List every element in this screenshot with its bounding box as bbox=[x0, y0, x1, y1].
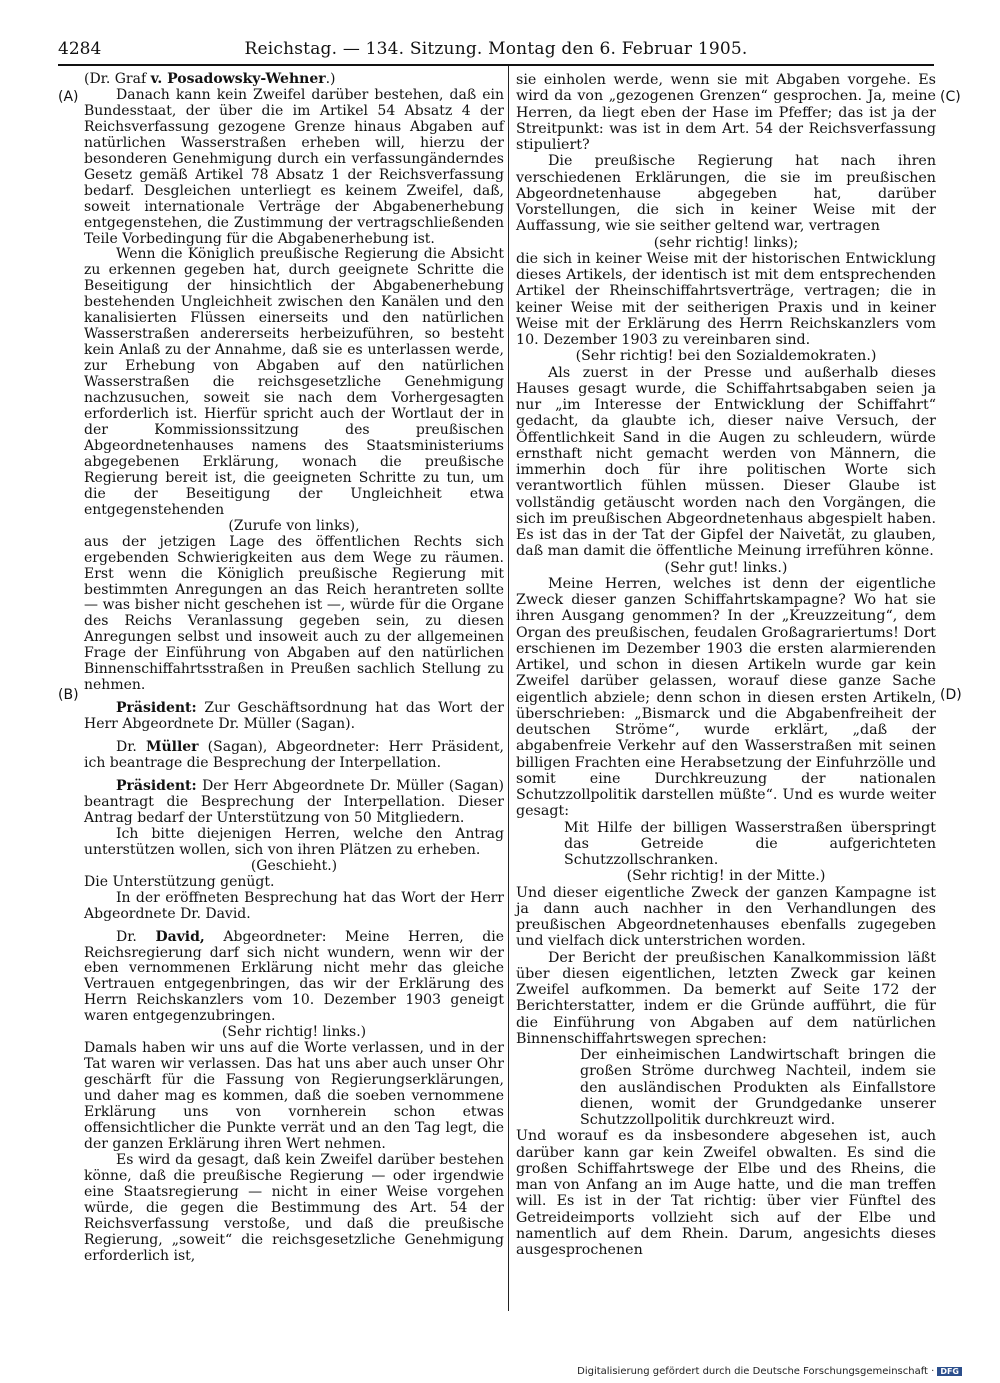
paragraph: Ich bitte diejenigen Herren, welche den Antrag unterstützen wollen, sich von ihren Plätzen zu erheben. bbox=[84, 825, 504, 858]
paragraph: sie einholen werde, wenn sie mit Abgaben vorgehe. Es wird da von „gezogenen Grenzen“ gesprochen. Ja, meine Herren, da liegt eben der Hase im Pfeffer; das ist ja der Streitpunkt: was ist in dem Art. 54 der Reichsverfassung stipuliert? bbox=[516, 72, 936, 153]
block-quote: Der einheimischen Landwirtschaft bringen die großen Ströme durchweg Nachteil, indem sie den ausländischen Produkten als Einfallstore dienen, womit der Grundgedanke unserer Schutzzollpolitik durchkreuzt wird. bbox=[580, 1047, 936, 1128]
paragraph: Wenn die Königlich preußische Regierung die Absicht zu erkennen gegeben hat, durch geeignete Schritte die Beseitigung der hinsichtlich der Abgabenerhebung bestehenden Ungleichheit zwischen den Kanälen und den kanalisierten Flüssen einerseits und den natürlichen Wasserstraßen andererseits herbeizuführen, so besteht kein Anlaß zu der Annahme, daß sie es unterlassen werde, zur Erhebung von Abgaben auf den natürlichen Wasserstraßen die reichsgesetzliche Genehmigung nachzusuchen, soweit sie nach dem Vorhergesagten erforderlich ist. Hierfür spricht auch der Wortlaut der in der Kommissionssitzung des preußischen Abgeordnetenhauses namens des Staatsministeriums abgegebenen Erklärung, wonach die preußische Regierung bereit ist, die geeigneten Schritte zu tun, um die der Beseitigung der Ungleichheit etwa entgegenstehenden bbox=[84, 246, 504, 518]
paragraph: die sich in keiner Weise mit der historischen Entwicklung dieses Artikels, der identisch ist mit dem entsprechenden Artikel der Rheinschiffahrtsverträge, vertragen; die in keiner Weise mit der seitherigen Praxis und in keiner Weise mit der Erklärung des Herrn Reichskanzlers vom 10. Dezember 1903 zu vereinbaren sind. bbox=[516, 250, 936, 348]
paragraph: Der Bericht der preußischen Kanalkommission läßt über diesen eigentlichen, letzten Zweck gar keinen Zweifel aufkommen. Da bemerkt auf Seite 172 der Berichterstatter, indem er die Gründe aufführt, die für die Einführung von Abgaben auf dem natürlichen Binnenschiffahrtswegen sprechen: bbox=[516, 949, 936, 1047]
speaker-paragraph: Dr. Müller (Sagan), Abgeordneter: Herr Präsident, ich beantrage die Besprechung der Interpellation. bbox=[84, 739, 505, 772]
margin-marker-b: (B) bbox=[58, 687, 79, 703]
speaker-paragraph: Dr. David, Abgeordneter: Meine Herren, die Reichsregierung darf sich nicht wundern, wenn wir der eben vernommenen Erklärung nicht mehr das gleiche Vertrauen entgegenbringen, das wir der Erklärung des Herrn Reichskanzlers vom 10. Dezember 1903 geneigt waren entgegenzubringen. bbox=[84, 928, 504, 1025]
block-quote: Mit Hilfe der billigen Wasserstraßen überspringt das Getreide die aufgerichteten Schutzzollschranken. bbox=[564, 819, 936, 868]
page-header bbox=[58, 38, 934, 66]
right-column bbox=[516, 72, 936, 1258]
interjection: (Sehr richtig! bei den Sozialdemokraten.) bbox=[575, 348, 877, 365]
interjection: (Zurufe von links), bbox=[228, 517, 360, 534]
paragraph: aus der jetzigen Lage des öffentlichen Rechts sich ergebenden Schwierigkeiten aus dem Wege zu räumen. Erst wenn die Königlich preußische Regierung mit bestimmten Anregungen an das Reich herantreten sollte — was bisher nicht geschehen ist —, würde für die Organe des Reichs Veranlassung gegeben sein, zu diesen Anregungen selbst und insoweit auch zu der allgemeinen Frage der Einführung von Abgaben auf den natürlichen Binnenschiffahrtsstraßen in Preußen sachlich Stellung zu nehmen. bbox=[84, 533, 504, 694]
left-column bbox=[84, 72, 504, 1265]
dfg-logo-icon: DFG bbox=[937, 1367, 962, 1376]
margin-marker-d: (D) bbox=[940, 687, 962, 703]
column-divider bbox=[508, 66, 509, 1311]
speaker-name: David, bbox=[155, 928, 205, 945]
speaker-paragraph: Präsident: Zur Geschäftsordnung hat das Wort der Herr Abgeordnete Dr. Müller (Sagan). bbox=[84, 700, 504, 733]
margin-marker-a: (A) bbox=[58, 89, 79, 105]
speaker-paragraph: Präsident: Der Herr Abgeordnete Dr. Müller (Sagan) beantragt die Besprechung der Interpellation. Dieser Antrag bedarf der Unterstützung von 50 Mitgliedern. bbox=[84, 777, 504, 826]
paragraph: Als zuerst in der Presse und außerhalb dieses Hauses gesagt wurde, die Schiffahrtsabgaben seien ja nur „im Interesse der Entwicklung der Schiffahrt“ gedacht, da glaubte ich, dieser naive Versuch, der Öffentlichkeit Sand in die Augen zu schleudern, würde ernsthaft nicht gemacht werden von Männern, die immerhin doch für ihre politischen Worte sich verantwortlich fühlen müssen. Dieser Glaube ist vollständig getäuscht worden nach den Vorgängen, die sich im preußischen Abgeordnetenhaus abgespielt haben. Es ist das in der Tat der Gipfel der Naivetät, zu glauben, daß man damit die öffentliche Meinung irreführen könne. bbox=[516, 364, 936, 560]
paragraph: Damals haben wir uns auf die Worte verlassen, und in der Tat waren wir verlassen. Das hat uns aber auch unser Ohr geschärft für die Fassung von Regierungserklärungen, und daher mag es kommen, daß die soeben vernommene Erklärung uns von vornherein schon etwas offensichtlicher die Punkte verrät und an den Tag legt, die der ganzen Erklärung ihren Wert nehmen. bbox=[84, 1040, 504, 1152]
paragraph: Meine Herren, welches ist denn der eigentliche Zweck dieser ganzen Schiffahrtskampagne? Wo hat sie ihren Ausgang genommen? In der „Kreuzzeitung“, dem Organ des preußischen, feudalen Großagrariertums! Dort erschienen im Dezember 1903 die ersten alarmierenden Artikel, und schon in diesen Artikeln wurde gar kein Zweifel darüber gelassen, worauf diese ganze Sache eigentlich abziele; denn schon in diesen ersten Artikeln, überschrieben: „Bismarck und die Abgabenfreiheit der deutschen Ströme“, wurde erklärt, „daß der abgabenfreie Verkehr auf den Wasserstraßen mit seinen billigen Frachten eine Herabsetzung der Einfuhrzölle und somit eine Durchkreuzung der nationalen Schutzzollpolitik darstellen müßte“. Und es wurde weiter gesagt: bbox=[516, 575, 936, 820]
page-number: 4284 bbox=[58, 39, 102, 59]
paragraph: Es wird da gesagt, daß kein Zweifel darüber bestehen könne, daß die preußische Regierung — oder irgendwie eine Staatsregierung — nicht in einer Weise vorgehen würde, die gegen die Bestimmung des Art. 54 der Reichsverfassung verstoße, und daß die preußische Regierung, „soweit“ die reichsgesetzliche Genehmigung erforderlich ist, bbox=[84, 1151, 504, 1264]
interjection: (Sehr richtig! links.) bbox=[221, 1024, 367, 1041]
speaker-name: Präsident: bbox=[116, 777, 197, 794]
speaker-name: Müller bbox=[145, 739, 199, 756]
interjection: (sehr richtig! links); bbox=[653, 234, 799, 251]
interjection: (Sehr gut! links.) bbox=[664, 559, 788, 576]
paragraph: Die preußische Regierung hat nach ihren verschiedenen Erklärungen, die sie im preußischen Abgeordnetenhause abgegeben hat, darüber Vorstellungen, die sich in keiner Weise mit der Auffassung, wie sie seither geltend war, vertragen bbox=[516, 153, 936, 235]
speaker-continuation: (Dr. Graf v. Posadowsky-Wehner.) bbox=[84, 71, 336, 87]
interjection: (Geschieht.) bbox=[250, 857, 338, 874]
speaker-name: v. Posadowsky-Wehner bbox=[150, 71, 326, 87]
running-title: Reichstag. — 134. Sitzung. Montag den 6. Februar 1905. bbox=[244, 39, 748, 59]
paragraph: Danach kann kein Zweifel darüber bestehen, daß ein Bundesstaat, der über die im Artikel 54 Absatz 4 der Reichsverfassung gezogene Grenze hinaus Abgaben auf natürlichen Wasserstraßen erheben will, hierzu der besonderen Genehmigung durch ein verfassungänderndes Gesetz gemäß Artikel 78 Absatz 1 der Reichsverfassung bedarf. Desgleichen unterliegt es keinem Zweifel, daß, soweit internationale Verträge der Abgabenerhebung entgegenstehen, die Zustimmung der vertragschließenden Teile Vorbedingung für die Abgabenerhebung ist. bbox=[84, 86, 504, 247]
paragraph: Und worauf es da insbesondere abgesehen ist, auch darüber kann gar kein Zweifel obwalten. Es sind die großen Schiffahrtswege der Elbe und des Rheins, die man von Anfang an im Auge hatte, und die man treffen will. Es ist in der Tat richtig: über vier Fünftel des Getreideimports vollzieht sich auf der Elbe und namentlich auf dem Rhein. Darum, angesichts dieses ausgesprochenen bbox=[516, 1128, 936, 1258]
interjection: (Sehr richtig! in der Mitte.) bbox=[626, 868, 826, 885]
paragraph: Die Unterstützung genügt. bbox=[84, 873, 275, 890]
speaker-name: Präsident: bbox=[116, 700, 197, 717]
paragraph: In der eröffneten Besprechung hat das Wort der Herr Abgeordnete Dr. David. bbox=[84, 889, 504, 922]
digitization-credit: Digitalisierung gefördert durch die Deutsche Forschungsgemeinschaft · DFG bbox=[577, 1366, 962, 1377]
paragraph: Und dieser eigentliche Zweck der ganzen Kampagne ist ja dann auch nachher in den Verhandlungen des preußischen Abgeordnetenhauses ebenfalls zugegeben und vielfach dick unterstrichen worden. bbox=[516, 884, 936, 950]
margin-marker-c: (C) bbox=[940, 89, 961, 105]
